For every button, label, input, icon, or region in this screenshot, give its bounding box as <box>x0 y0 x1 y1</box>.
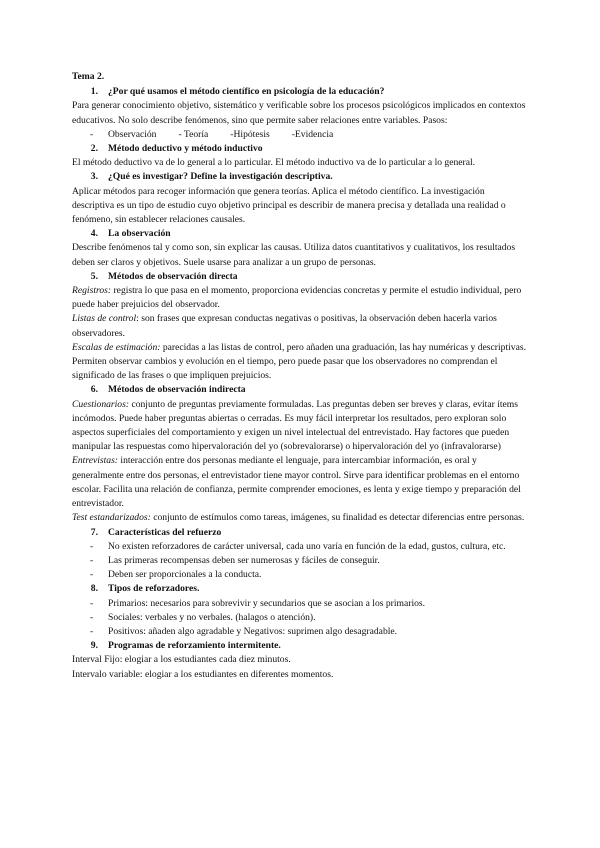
definition-paragraph <box>72 341 528 384</box>
section-title: Métodos de observación directa <box>108 270 238 282</box>
section-number: 3. <box>90 171 98 183</box>
section-9-heading <box>72 639 528 653</box>
section-1-body: Para generar conocimiento objetivo, sistemático y verificable sobre los procesos psicológicos implicados en contextos educativos. No solo describe fenómenos, sino que permite saber relaciones entre variables. Pasos: <box>72 100 526 126</box>
definition-text: conjunto de preguntas previamente formuladas. Las preguntas deben ser breves y claras, evitar ítems incómodos. Puede haber preguntas abiertas o cerradas. Es muy fácil interpretar los resultados, pero exploran solo aspectos superficiales del comportamiento y exigen un nivel intelectual del entrevistado. Hay factores que pueden manipular las respuestas como hipervaloración del yo (sobrevalorarse) o hipervaloración del yo (infravalorarse) <box>72 398 518 453</box>
section-title: ¿Por qué usamos el método científico en psicología de la educación? <box>108 86 385 98</box>
program-line: Intervalo variable: elogiar a los estudiantes en diferentes momentos. <box>72 668 334 680</box>
definition-text: : son frases que expresan conductas negativas o positivas, la observación deben hacerla varios observadores. <box>72 313 497 339</box>
section-title: Programas de reforzamiento intermitente. <box>108 640 281 652</box>
definition-term: Cuestionarios: <box>72 398 130 410</box>
step-item: -Evidencia <box>291 128 334 140</box>
step-item: - Teoría <box>178 128 209 140</box>
section-4-heading <box>72 227 528 241</box>
section-number: 2. <box>90 143 98 155</box>
list-dash: - <box>90 625 94 637</box>
step-item: Observación <box>108 128 157 140</box>
bullet-item <box>72 540 528 554</box>
section-title: ¿Qué es investigar? Define la investigación descriptiva. <box>108 171 333 183</box>
list-dash: - <box>90 554 94 566</box>
section-number: 8. <box>90 583 98 595</box>
bullet-item <box>72 625 528 639</box>
section-number: 1. <box>90 86 98 98</box>
bullet-item <box>72 611 528 625</box>
bullet-text: No existen reforzadores de carácter universal, cada uno varía en función de la edad, gustos, cultura, etc. <box>108 540 506 552</box>
definition-text: registra lo que pasa en el momento, proporciona evidencias concretas y permite el estudio individual, pero puede haber prejuicios del observador. <box>72 285 522 311</box>
section-5-heading <box>72 270 528 284</box>
bullet-text: Primarios: necesarios para sobrevivir y secundarios que se asocian a los primarios. <box>108 597 426 609</box>
section-number: 6. <box>90 384 98 396</box>
definition-term: Registros: <box>72 285 112 297</box>
definition-paragraph <box>72 454 528 511</box>
section-number: 5. <box>90 270 98 282</box>
section-2-body: El método deductivo va de lo general a lo particular. El método inductivo va de lo particular a lo general. <box>72 157 476 169</box>
section-8-heading <box>72 582 528 596</box>
section-title: Métodos de observación indirecta <box>108 384 246 396</box>
section-title: Tipos de reforzadores. <box>108 583 200 595</box>
definition-paragraph <box>72 312 528 340</box>
list-dash: - <box>90 597 94 609</box>
section-3-body: Aplicar métodos para recoger información que genera teorías. Aplica el método científico. La investigación descriptiva es un tipo de estudio cuyo objetivo principal es describir de manera precisa y detallada una realidad o fenómeno, sin establecer relaciones causales. <box>72 185 506 226</box>
section-title: La observación <box>108 228 171 240</box>
definition-paragraph <box>72 284 528 312</box>
program-line: Interval Fijo: elogiar a los estudiantes cada diez minutos. <box>72 654 291 666</box>
topic-title: Tema 2. <box>72 71 105 82</box>
definition-paragraph <box>72 511 528 525</box>
definition-term: Escalas de estimación: <box>72 341 161 353</box>
section-number: 9. <box>90 640 98 652</box>
list-dash: - <box>90 128 94 140</box>
bullet-text: Las primeras recompensas deben ser numerosas y fáciles de conseguir. <box>108 554 380 566</box>
bullet-item <box>72 554 528 568</box>
section-title: Características del refuerzo <box>108 526 222 538</box>
step-item: -Hipótesis <box>230 128 270 140</box>
document-content <box>72 70 528 682</box>
bullet-item <box>72 597 528 611</box>
list-dash: - <box>90 569 94 581</box>
section-3-heading <box>72 170 528 184</box>
bullet-item <box>72 568 528 582</box>
section-title: Método deductivo y método inductivo <box>108 143 263 155</box>
section-4-body: Describe fenómenos tal y como son, sin explicar las causas. Utiliza datos cuantitativos y cualitativos, los resultados deben ser claros y objetivos. Suele usarse para analizar a un grupo de personas. <box>72 242 516 268</box>
definition-term: Test estandarizados: <box>72 512 151 524</box>
definition-term: Entrevistas: <box>72 455 119 467</box>
section-2-heading <box>72 142 528 156</box>
section-number: 4. <box>90 228 98 240</box>
list-dash: - <box>90 611 94 623</box>
section-6-heading <box>72 383 528 397</box>
bullet-text: Positivos: añaden algo agradable y Negativos: suprimen algo desagradable. <box>108 625 398 637</box>
definition-text: interacción entre dos personas mediante el lenguaje, para intercambiar información, es oral y generalmente entre dos personas, el entrevistador tiene mayor control. Sirve para identificar problemas en el entorno escolar. Facilita una relación de confianza, permite comprender emociones, es lenta y exige tiempo y preparación del entrevistador. <box>72 455 521 510</box>
section-1-heading <box>72 85 528 99</box>
steps-list <box>72 128 528 142</box>
list-dash: - <box>90 540 94 552</box>
definition-paragraph <box>72 398 528 455</box>
definition-text: conjunto de estímulos como tareas, imágenes, su finalidad es detectar diferencias entre personas. <box>150 512 525 524</box>
section-number: 7. <box>90 526 98 538</box>
bullet-text: Sociales: verbales y no verbales. (halagos o atención). <box>108 611 316 623</box>
definition-term: Listas de control <box>72 313 137 325</box>
bullet-text: Deben ser proporcionales a la conducta. <box>108 569 262 581</box>
section-7-heading <box>72 526 528 540</box>
definition-text: parecidas a las listas de control, pero añaden una graduación, las hay numéricas y descriptivas. Permiten observar cambios y evolución en el tiempo, pero puede pasar que los observadores no comprendan el significado de las frases o que impliquen prejuicios. <box>72 341 526 382</box>
